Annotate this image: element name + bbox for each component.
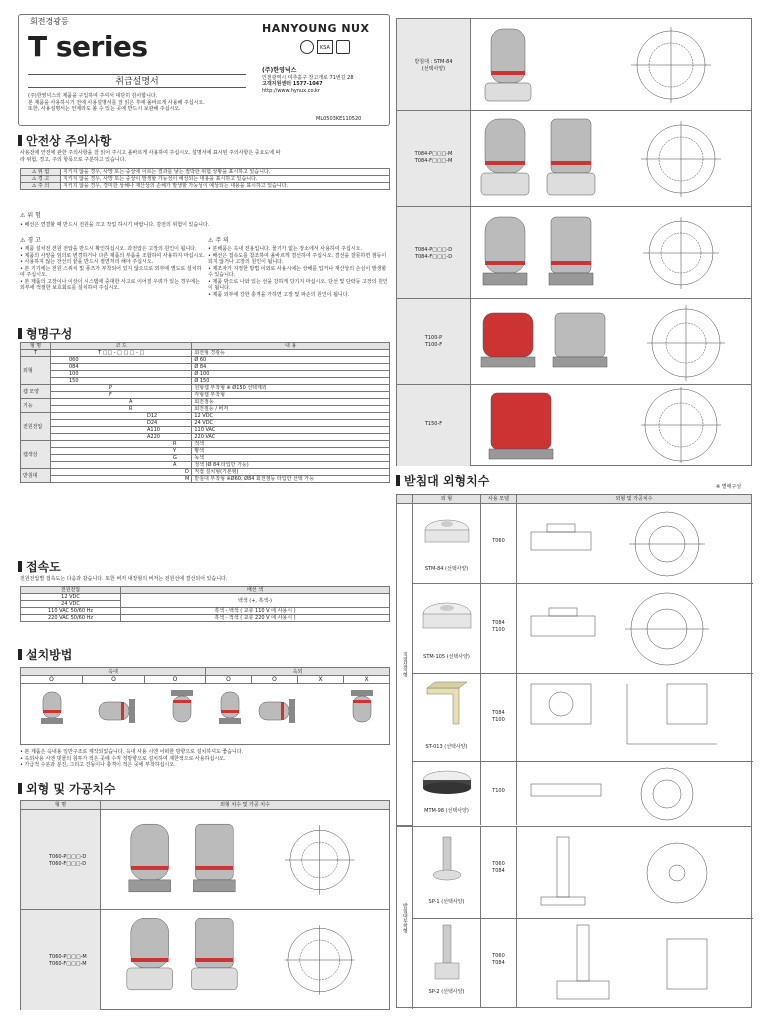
model-heading: 형명구성	[18, 325, 72, 342]
table-row: 받침대 D 직접 설치형(기본형)	[21, 469, 390, 476]
wiring-heading: 접속도	[18, 558, 61, 575]
model-table	[20, 342, 390, 483]
stm105-image	[413, 584, 481, 654]
caution-title: ⚠ 주 의	[208, 237, 229, 244]
sp2-dims	[517, 919, 753, 1008]
table-row: D24 24 VDC	[21, 420, 390, 427]
table-row: 150 Ø 150	[21, 378, 390, 385]
danger-title: ⚠ 위 험	[20, 212, 41, 219]
warning-triangle-icon: ⚠	[208, 237, 214, 244]
t060-m-drawing	[101, 910, 389, 1010]
stand-item-use: T060	[481, 504, 517, 583]
sp1-dims	[517, 827, 753, 919]
t084-d-drawing	[471, 207, 751, 299]
warning-triangle-icon: ⚠	[20, 237, 26, 244]
stand-item-name: MTM-98 (선택사양)	[424, 808, 469, 814]
table-row: 24 VDC	[21, 601, 390, 608]
table-row: F 각형캡 부착형	[21, 392, 390, 399]
install-heading: 설치방법	[18, 646, 72, 663]
table-row: 12 VDC 백색 (+, 흑색-)	[21, 594, 390, 601]
table-row: 084 Ø 84	[21, 364, 390, 371]
wiring-table	[20, 586, 390, 622]
stm105-dims	[517, 584, 753, 674]
manual-label: 취급설명서	[28, 74, 246, 88]
level-row: ⚠ 주 의 지키지 않을 경우, 경미한 상해나 재산상의 손해가 발생할 가능성이 예상되는 내용을 표시하고 있습니다.	[21, 183, 390, 190]
safety-levels-table	[20, 168, 390, 190]
table-row: M 받침대 부착형 ※Ø60, Ø84 회전점등 타입만 선택 가능	[21, 476, 390, 483]
caution-list: • 분해품은 옥내 전용입니다. 물기가 없는 장소에서 사용하여 주십시오. • 배선은 접속도를 참조하여 올바르게 결선하여 주십시오. 결선을 잘못하면 점등이 되지 않거나 고장의 원인이 됩니다. • 제조자가 지정한 방법 이외로 사용시에는 상해를 입거나 재산상의 손실이 발생할 수 있습니다. • 제품 밖으로 나와 있는 선을 강하게 당기지 마십시오. 단선 및 단락등 고장의 원인이 됩니다. • 제품 외부에 강한 충격을 가하면 고장 및 파손의 원인이 됩니다.	[208, 246, 388, 298]
install-notes: • 본 제품은 옥내용 일반구조로 제작되었습니다. 옥내 사용 시엔 어떠한 방향으로 설치하셔도 좋습니다. • 옥외사용 시엔 빗물의 침투가 적은 곳에 수직 정방향으로 설치하여 제한적으로 사용하십시오. • 가급적 수분과 분진, 그리고 진동이나 충격이 적은 곳에 부착하십시오.	[20, 749, 244, 768]
table-row: 220 VAC 50/60 Hz 흑색 - 적색 ( 교류 220 V 에 사용시 )	[21, 615, 390, 622]
table-row: 기능 A 회전점등	[21, 399, 390, 406]
sp1-image	[413, 827, 481, 899]
right-model-label: 받침대 : STM-84 (선택사양)	[397, 19, 471, 110]
lamp-hanging-icon	[351, 690, 373, 722]
stm84-dims	[517, 504, 753, 584]
cert-mark-icon	[300, 40, 314, 54]
install-orientation-drawings	[21, 684, 391, 744]
st013-dims	[517, 674, 753, 762]
intro-text: (주)한영넉스의 제품을 구입하여 주셔서 대단히 감사합니다. 본 제품을 사용하시기 전에 사용설명서를 잘 읽은 후에 올바르게 사용해 주십시오. 또한, 사용설명서는 언제라도 볼 수 있는 곳에 반드시 보관해 주십시오.	[28, 93, 205, 112]
stm84-drawing	[471, 19, 751, 111]
lamp-upright-icon	[41, 692, 63, 724]
table-row: R 회전점등 / 버저	[21, 406, 390, 413]
wiring-intro: 전원전압별 접속도는 다음과 같습니다. 또한 버저 내장형의 버저는 전원선에 결선되어 있습니다.	[20, 576, 228, 582]
stand-item-name: SP-2 (선택사양)	[428, 989, 465, 995]
table-row: 캡 모양 P 원형캡 부착형 ※ Ø150 선택제외	[21, 385, 390, 392]
header-subtitle: 회전경광등	[30, 17, 69, 26]
stand-item-name: SP-1 (선택사양)	[428, 899, 465, 905]
dims-table: 형 명 외형 치수 및 가공 치수 T060-P□□□-D T060-F□□□-D T060-P□□□-M T060-F□□□-M	[20, 800, 390, 1010]
lamp-horizontal-icon	[99, 699, 135, 723]
level-row: ⚠ 위 험 지키지 않을 경우, 사망 또는 중상에 이르는 결과를 낳는 절박한 위험 상황을 표시하고 있습니다.	[21, 169, 390, 176]
right-model-label: T084-P□□□-D T084-F□□□-D	[397, 207, 471, 298]
table-row: Y 황색	[21, 448, 390, 455]
warning-title: ⚠ 경 고	[20, 237, 41, 244]
right-model-label: T084-P□□□-M T084-F□□□-M	[397, 111, 471, 206]
install-table	[20, 667, 390, 745]
level-row: ⚠ 경 고 지키지 않을 경우, 사망 또는 중상이 발생할 가능성이 예상되는 내용을 표시하고 있습니다.	[21, 176, 390, 183]
table-row: 100 Ø 100	[21, 371, 390, 378]
stand-group-label: 받침대부착형	[397, 827, 413, 1009]
page-title: T series	[28, 30, 148, 63]
install-mark: O	[83, 676, 145, 683]
dims-heading: 외형 및 가공치수	[18, 780, 116, 797]
cert-icons	[300, 40, 350, 54]
stm84-image	[413, 504, 481, 566]
danger-text: • 배선은 연결할 때 반드시 전원을 끄고 작업 하시기 바랍니다. 감전의 위험이 있습니다.	[20, 222, 210, 228]
table-row: 외형 060 Ø 60	[21, 357, 390, 364]
t100-drawing	[471, 299, 751, 385]
warning-triangle-icon: ⚠	[20, 212, 26, 219]
stand-item-use: T100	[481, 762, 517, 825]
install-mark: X	[364, 676, 369, 683]
mtm98-dims	[517, 762, 753, 825]
warning-list: • 제품 설치전 전원 전압을 반드시 확인하십시오. 과전압은 고장의 원인이 됩니다. • 제품의 사양을 임의로 변경하거나 다른 제품의 부품을 조합하여 사용하지 마십시오. • 사용하지 않는 전선의 끝을 반드시 절연처리 해야 주십시오. • 본 기기에는 전원 스위치 및 퓨즈가 부착되어 있지 않으므로 외부에 별도로 설치하여 주십시오. • 본 제품의 고장이나 이상이 시스템에 중대한 사고로 이어질 우려가 있는 경우에는 외부에 적절한 보호회로를 설치하여 주십시오.	[20, 246, 205, 291]
install-mark: O	[252, 676, 298, 683]
install-mark: O	[145, 676, 206, 683]
table-row: 전원전압 D12 12 VDC	[21, 413, 390, 420]
stand-group-label: 직접설치형	[397, 504, 413, 826]
install-mark: X	[298, 676, 344, 683]
outdoor-label: 옥외	[292, 669, 303, 675]
wiring-head-row: 전원전압 배선 색	[21, 587, 390, 594]
stand-item-use: T060 T084	[481, 827, 517, 918]
right-model-label: T150-F	[397, 385, 471, 466]
table-row: A220 220 VAC	[21, 434, 390, 441]
table-row: A110 110 VAC	[21, 427, 390, 434]
model-head-row: 형 명 코 드 내 용	[21, 343, 390, 350]
st013-image	[413, 674, 481, 744]
stand-item-name: STM-84 (선택사양)	[424, 566, 469, 572]
sp2-image	[413, 919, 481, 989]
t150-drawing	[471, 385, 751, 466]
table-row: A 청색 (Ø 84 타입만 가능)	[21, 462, 390, 469]
right-model-label: T100-P T100-F	[397, 299, 471, 384]
table-row: 110 VAC 50/60 Hz 흑색 - 백색 ( 교류 110 V 에 사용시 )	[21, 608, 390, 615]
ksa-mark-icon: KSA	[317, 40, 333, 54]
dims-model-label: T060-P□□□-D T060-F□□□-D	[21, 810, 101, 909]
stand-item-name: ST-013 (선택사양)	[425, 744, 468, 750]
stand-item-use: T084 T100	[481, 584, 517, 673]
lamp-upright-icon	[219, 692, 241, 724]
t084-m-drawing	[471, 111, 751, 207]
cert-mark2-icon	[336, 40, 350, 54]
stand-table: 외 형 사용 모델 외형 및 가공치수 직접설치형 STM-84 (선택사양) T060 STM-105 (선택사양) T084 T100 ST-013 (선택사양) T084 T100 MTM-98 (선택사양) T100 받침대부착형 SP-1 (선택사양) T060 T084 SP-2 (선택사양) T060 T084	[396, 494, 752, 1008]
stand-note: ※ 별매구성	[716, 484, 742, 490]
table-row: T T □□ - □ □ □ - □ 회전형 경광등	[21, 350, 390, 357]
right-dims-table	[396, 18, 752, 466]
indoor-label: 옥내	[21, 668, 206, 675]
stand-heading: 받침대 외형치수	[396, 472, 489, 489]
company-info: (주)한영넉스 인천광역시 미추홀구 장고개로 71번길 28 고객지원센터 1577-1047 http://www.hynux.co.kr	[262, 67, 354, 94]
install-mark: O	[206, 676, 252, 683]
lamp-hanging-icon	[171, 690, 193, 722]
install-mark: O	[21, 676, 83, 683]
lamp-horizontal-icon	[259, 699, 295, 723]
dims-model-label: T060-P□□□-M T060-F□□□-M	[21, 910, 101, 1010]
stand-item-use: T084 T100	[481, 674, 517, 761]
mtm98-image	[413, 762, 481, 808]
doc-number: ML0503KE110520	[316, 116, 362, 122]
stand-item-name: STM-105 (선택사양)	[423, 654, 470, 660]
table-row: G 녹색	[21, 455, 390, 462]
brand-logo: HANYOUNG NUX	[262, 22, 370, 35]
table-row: 캡색상 R 적색	[21, 441, 390, 448]
stand-item-use: T060 T084	[481, 919, 517, 1008]
t060-d-drawing	[101, 810, 389, 910]
safety-heading: 안전상 주의사항	[18, 132, 111, 149]
safety-intro: 사용전에 안전에 관한 주의사항을 잘 읽어 주시고 올바르게 사용하여 주십시오. 설명서에 표시된 주의사항은 중요도에 따라 위험, 경고, 주의 항목으로 구분하고 있습니다.	[20, 150, 281, 163]
